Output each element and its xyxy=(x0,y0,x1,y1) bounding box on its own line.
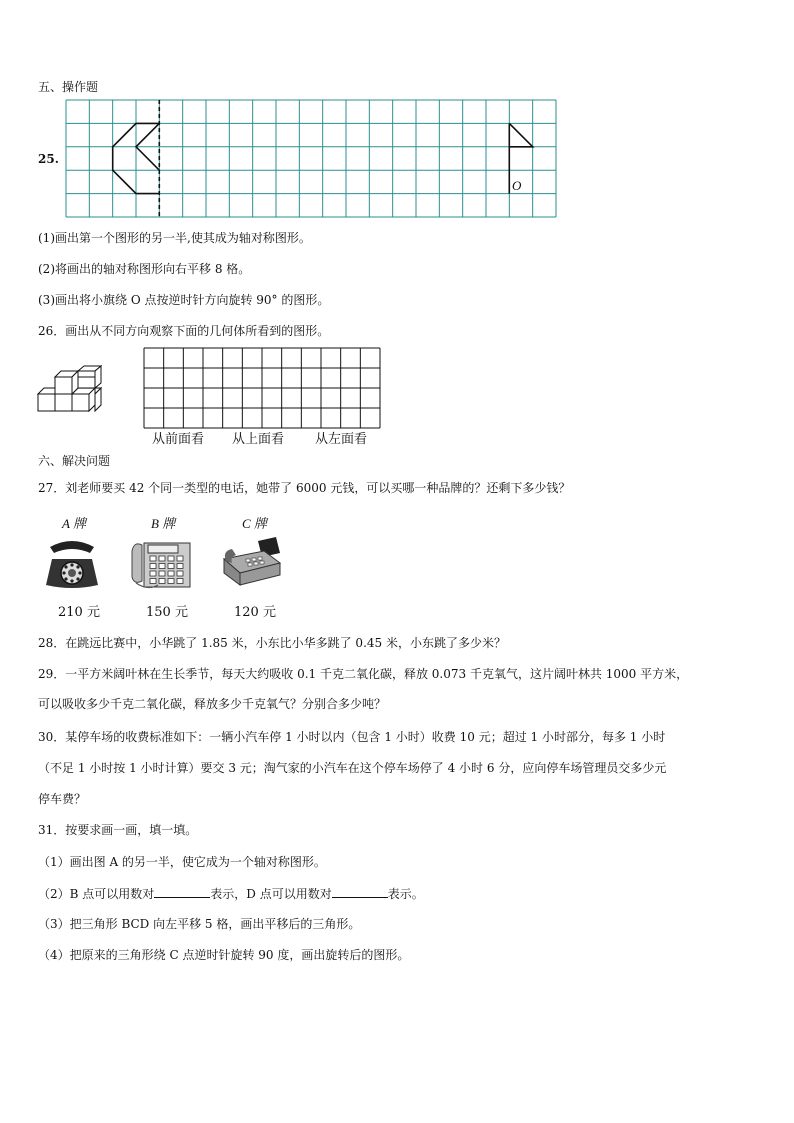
keypad-phone-icon xyxy=(128,537,192,591)
keypad-key xyxy=(159,571,165,576)
q31-item-2-part-a: （2）B 点可以用数对 xyxy=(38,887,155,901)
q31-item-3: （3）把三角形 BCD 向左平移 5 格，画出平移后的三角形。 xyxy=(38,917,361,931)
q25-item-3: (3)画出将小旗绕 O 点按逆时针方向旋转 90° 的图形。 xyxy=(38,293,330,307)
d-point-blank[interactable] xyxy=(332,885,388,898)
q25-item-1: (1)画出第一个图形的另一半,使其成为轴对称图形。 xyxy=(38,231,311,245)
keypad-key xyxy=(150,564,156,569)
flag-shape xyxy=(509,123,532,146)
q25-item-2: (2)将画出的轴对称图形向右平移 8 格。 xyxy=(38,262,251,276)
q30-line-3: 停车费？ xyxy=(38,792,87,806)
q31-item-2 xyxy=(38,885,424,902)
view-left-label: 从左面看 xyxy=(315,432,368,447)
q27-text: 27．刘老师要买 42 个同一类型的电话，她带了 6000 元钱，可以买哪一种品牌的？还剩下多少钱？ xyxy=(38,481,571,495)
keypad-key xyxy=(150,571,156,576)
keypad-key xyxy=(168,571,174,576)
keypad-key xyxy=(168,564,174,569)
q31-text: 31．按要求画一画，填一填。 xyxy=(38,823,198,837)
keypad-key xyxy=(168,556,174,561)
q26-grid xyxy=(144,348,380,428)
keypad-key xyxy=(150,579,156,584)
q31-item-1: （1）画出图 A 的另一半，使它成为一个轴对称图形。 xyxy=(38,855,326,869)
keypad-key xyxy=(177,571,183,576)
q30-line-1: 30．某停车场的收费标准如下：一辆小汽车停 1 小时以内（包含 1 小时）收费 10 元；超过 1 小时部分，每多 1 小时 xyxy=(38,730,666,744)
brand-c-label: C 牌 xyxy=(242,516,267,531)
q31-item-4: （4）把原来的三角形绕 C 点逆时针旋转 90 度，画出旋转后的图形。 xyxy=(38,948,410,962)
keypad-key xyxy=(150,556,156,561)
section-5-heading: 五、操作题 xyxy=(38,80,99,94)
keypad-key xyxy=(159,556,165,561)
b-point-blank[interactable] xyxy=(154,885,210,898)
section-6-heading: 六、解决问题 xyxy=(38,454,111,468)
keypad-key xyxy=(168,579,174,584)
keypad-key xyxy=(159,564,165,569)
q25-number: 25. xyxy=(38,152,59,166)
q28-text: 28．在跳远比赛中，小华跳了 1.85 米，小东比小华多跳了 0.45 米，小东跳了多少米？ xyxy=(38,636,506,650)
brand-b-label: B 牌 xyxy=(151,516,176,531)
q26-solid-figure xyxy=(38,365,108,415)
brand-c-price: 120 元 xyxy=(234,605,276,620)
q29-line-2: 可以吸收多少千克二氧化碳，释放多少千克氧气？分别合多少吨？ xyxy=(38,697,387,711)
view-front-label: 从前面看 xyxy=(152,432,205,447)
q25-grid xyxy=(66,100,556,217)
brand-a-price: 210 元 xyxy=(58,605,100,620)
keypad-key xyxy=(177,564,183,569)
fax-phone-icon xyxy=(218,535,284,591)
q26-text: 26．画出从不同方向观察下面的几何体所看到的图形。 xyxy=(38,324,330,338)
rotary-phone-icon xyxy=(44,537,100,591)
view-top-label: 从上面看 xyxy=(232,432,285,447)
flag-point-o-label: O xyxy=(512,178,522,193)
q29-line-1: 29．一平方米阔叶林在生长季节，每天大约吸收 0.1 千克二氧化碳，释放 0.073 千克氧气，这片阔叶林共 1000 平方米， xyxy=(38,667,689,681)
keypad-key xyxy=(159,579,165,584)
q31-item-2-part-b: 表示，D 点可以用数对 xyxy=(210,887,332,901)
brand-a-label: A 牌 xyxy=(62,516,86,531)
q31-item-2-part-c: 表示。 xyxy=(387,887,424,901)
q30-line-2: （不足 1 小时按 1 小时计算）要交 3 元；淘气家的小汽车在这个停车场停了 4 小时 6 分，应向停车场管理员交多少元 xyxy=(38,761,667,775)
keypad-key xyxy=(177,556,183,561)
keypad-key xyxy=(177,579,183,584)
brand-b-price: 150 元 xyxy=(146,605,188,620)
